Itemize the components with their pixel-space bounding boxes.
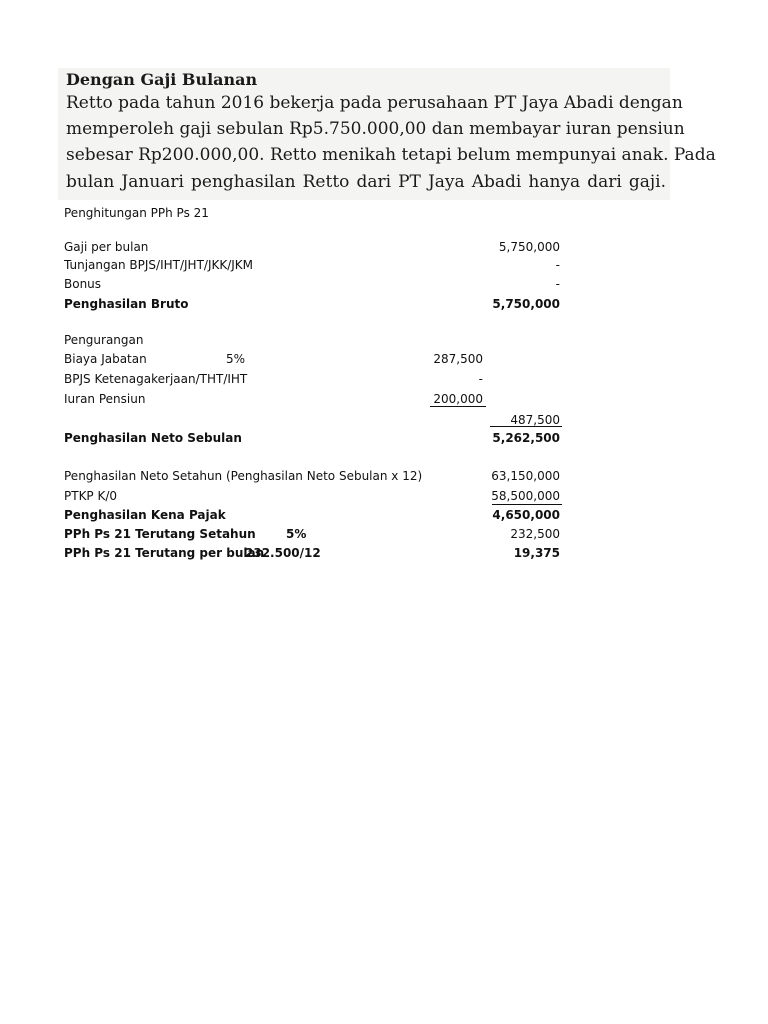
problem-line-4: bulan Januari penghasilan Retto dari PT Jaya Abadi hanya dari gaji. xyxy=(66,172,666,192)
pph-tahun-rate: 5% xyxy=(286,527,307,541)
bpjs-value: - xyxy=(478,372,483,386)
pph-tahun-value: 232,500 xyxy=(510,527,560,541)
pph-bulan-formula: 232.500/12 xyxy=(245,546,321,560)
bonus-value: - xyxy=(555,277,560,291)
problem-line-3: sebesar Rp200.000,00. Retto menikah tetapi belum mempunyai anak. Pada xyxy=(66,145,716,165)
jabatan-label: Biaya Jabatan xyxy=(64,352,147,366)
tunjangan-label: Tunjangan BPJS/IHT/JHT/JKK/JKM xyxy=(64,258,254,272)
bpjs-label: BPJS Ketenagakerjaan/THT/IHT xyxy=(64,372,248,386)
neto-bulan-label: Penghasilan Neto Sebulan xyxy=(64,431,242,445)
ptkp-value: 58,500,000 xyxy=(491,489,560,503)
calc-heading: Penghitungan PPh Ps 21 xyxy=(64,206,209,220)
total-rule xyxy=(490,426,562,427)
iuran-value: 200,000 xyxy=(433,392,483,406)
gaji-value: 5,750,000 xyxy=(498,240,560,254)
gaji-label: Gaji per bulan xyxy=(64,240,149,254)
iuran-label: Iuran Pensiun xyxy=(64,392,146,406)
ptkp-label: PTKP K/0 xyxy=(64,489,118,503)
pph-bulan-label: PPh Ps 21 Terutang per bulan xyxy=(64,546,265,560)
pph-tahun-label: PPh Ps 21 Terutang Setahun xyxy=(64,527,256,541)
problem-statement-image xyxy=(58,68,716,200)
problem-title: Dengan Gaji Bulanan xyxy=(66,70,258,89)
pkp-label: Penghasilan Kena Pajak xyxy=(64,508,226,522)
subtotal-rule xyxy=(430,406,486,407)
pengurangan-label: Pengurangan xyxy=(64,333,144,347)
ptkp-rule xyxy=(492,504,562,505)
bruto-label: Penghasilan Bruto xyxy=(64,297,189,311)
problem-line-2: memperoleh gaji sebulan Rp5.750.000,00 dan membayar iuran pensiun xyxy=(66,119,685,139)
problem-line-1: Retto pada tahun 2016 bekerja pada perusahaan PT Jaya Abadi dengan xyxy=(66,93,683,113)
pkp-value: 4,650,000 xyxy=(492,508,560,522)
neto-tahun-label: Penghasilan Neto Setahun (Penghasilan Neto Sebulan x 12) xyxy=(64,469,423,483)
bruto-value: 5,750,000 xyxy=(492,297,560,311)
pph-bulan-value: 19,375 xyxy=(513,546,560,560)
total-pengurangan-value: 487,500 xyxy=(510,413,560,427)
tunjangan-value: - xyxy=(555,258,560,272)
bonus-label: Bonus xyxy=(64,277,102,291)
jabatan-value: 287,500 xyxy=(433,352,483,366)
neto-bulan-value: 5,262,500 xyxy=(492,431,560,445)
neto-tahun-value: 63,150,000 xyxy=(491,469,560,483)
jabatan-rate: 5% xyxy=(226,352,246,366)
